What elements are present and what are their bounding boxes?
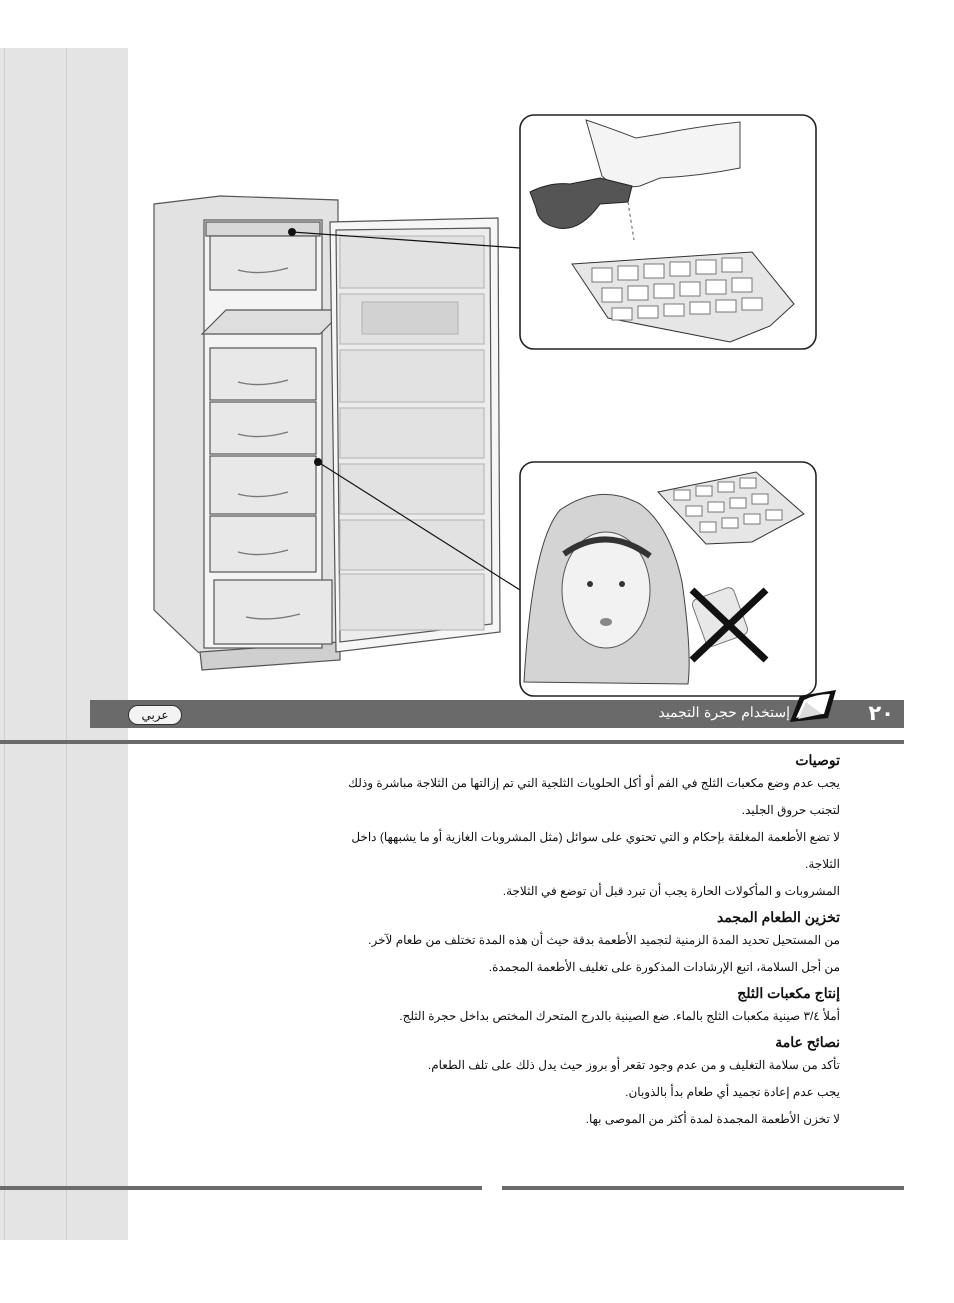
freezer-illustration: [140, 112, 830, 702]
language-badge: عربي: [128, 705, 182, 725]
page-margin-band: [0, 48, 128, 1240]
paragraph: أملأ ٣/٤ صينية مكعبات الثلج بالماء. ضع الصينية بالدرج المتحرك المختص بداخل حجرة الثلج.: [399, 1009, 840, 1023]
divider-line: [0, 740, 904, 744]
page-number: ٢٠: [868, 701, 894, 725]
section-heading: إنتاج مكعبات الثلج: [737, 985, 840, 1001]
footer-rule-right: [502, 1186, 904, 1190]
freezer-cabinet: [154, 196, 344, 670]
paragraph: لتجنب حروق الجليد.: [741, 803, 840, 817]
open-book-icon: [788, 686, 840, 728]
content-body: [286, 750, 840, 1135]
paragraph: الثلاجة.: [805, 857, 840, 871]
section-recommendations: [286, 750, 840, 905]
margin-guide-line: [4, 48, 5, 1240]
paragraph: يجب عدم وضع مكعبات الثلج في الفم أو أكل الحلويات الثلجية التي تم إزالتها من الثلاجة مباشرة وذلك: [348, 776, 840, 790]
freezer-door: [330, 218, 500, 652]
section-heading: نصائح عامة: [775, 1034, 840, 1050]
section-title: إستخدام حجرة التجميد: [658, 705, 790, 721]
paragraph: من المستحيل تحديد المدة الزمنية لتجميد الأطعمة بدقة حيث أن هذه المدة تختلف من طعام لآخر.: [368, 933, 840, 947]
paragraph: تأكد من سلامة التغليف و من عدم وجود تقعر أو بروز حيث يدل ذلك على تلف الطعام.: [427, 1058, 840, 1072]
footer-rule-left: [0, 1186, 482, 1190]
section-general-tips: [286, 1032, 840, 1133]
section-heading: توصيات: [795, 752, 840, 768]
ice-cube-warning-callout: [520, 462, 816, 696]
paragraph: من أجل السلامة، اتبع الإرشادات المذكورة على تغليف الأطعمة المجمدة.: [488, 960, 840, 974]
paragraph: لا تضع الأطعمة المغلقة بإحكام و التي تحتوي على سوائل (مثل المشروبات الغازية أو ما يشبهها) داخل: [351, 830, 840, 844]
section-ice-cube-making: [286, 983, 840, 1030]
section-heading: تخزين الطعام المجمد: [716, 909, 840, 925]
paragraph: لا تخزن الأطعمة المجمدة لمدة أكثر من الموصى بها.: [585, 1112, 840, 1126]
section-header-bar: [90, 700, 904, 728]
ice-tray-filling-callout: [520, 115, 816, 349]
margin-guide-line: [66, 48, 67, 1240]
paragraph: المشروبات و المأكولات الحارة يجب أن تبرد قبل أن توضع في الثلاجة.: [502, 884, 840, 898]
section-frozen-food-storage: [286, 907, 840, 981]
paragraph: يجب عدم إعادة تجميد أي طعام بدأ بالذوبان.: [625, 1085, 840, 1099]
